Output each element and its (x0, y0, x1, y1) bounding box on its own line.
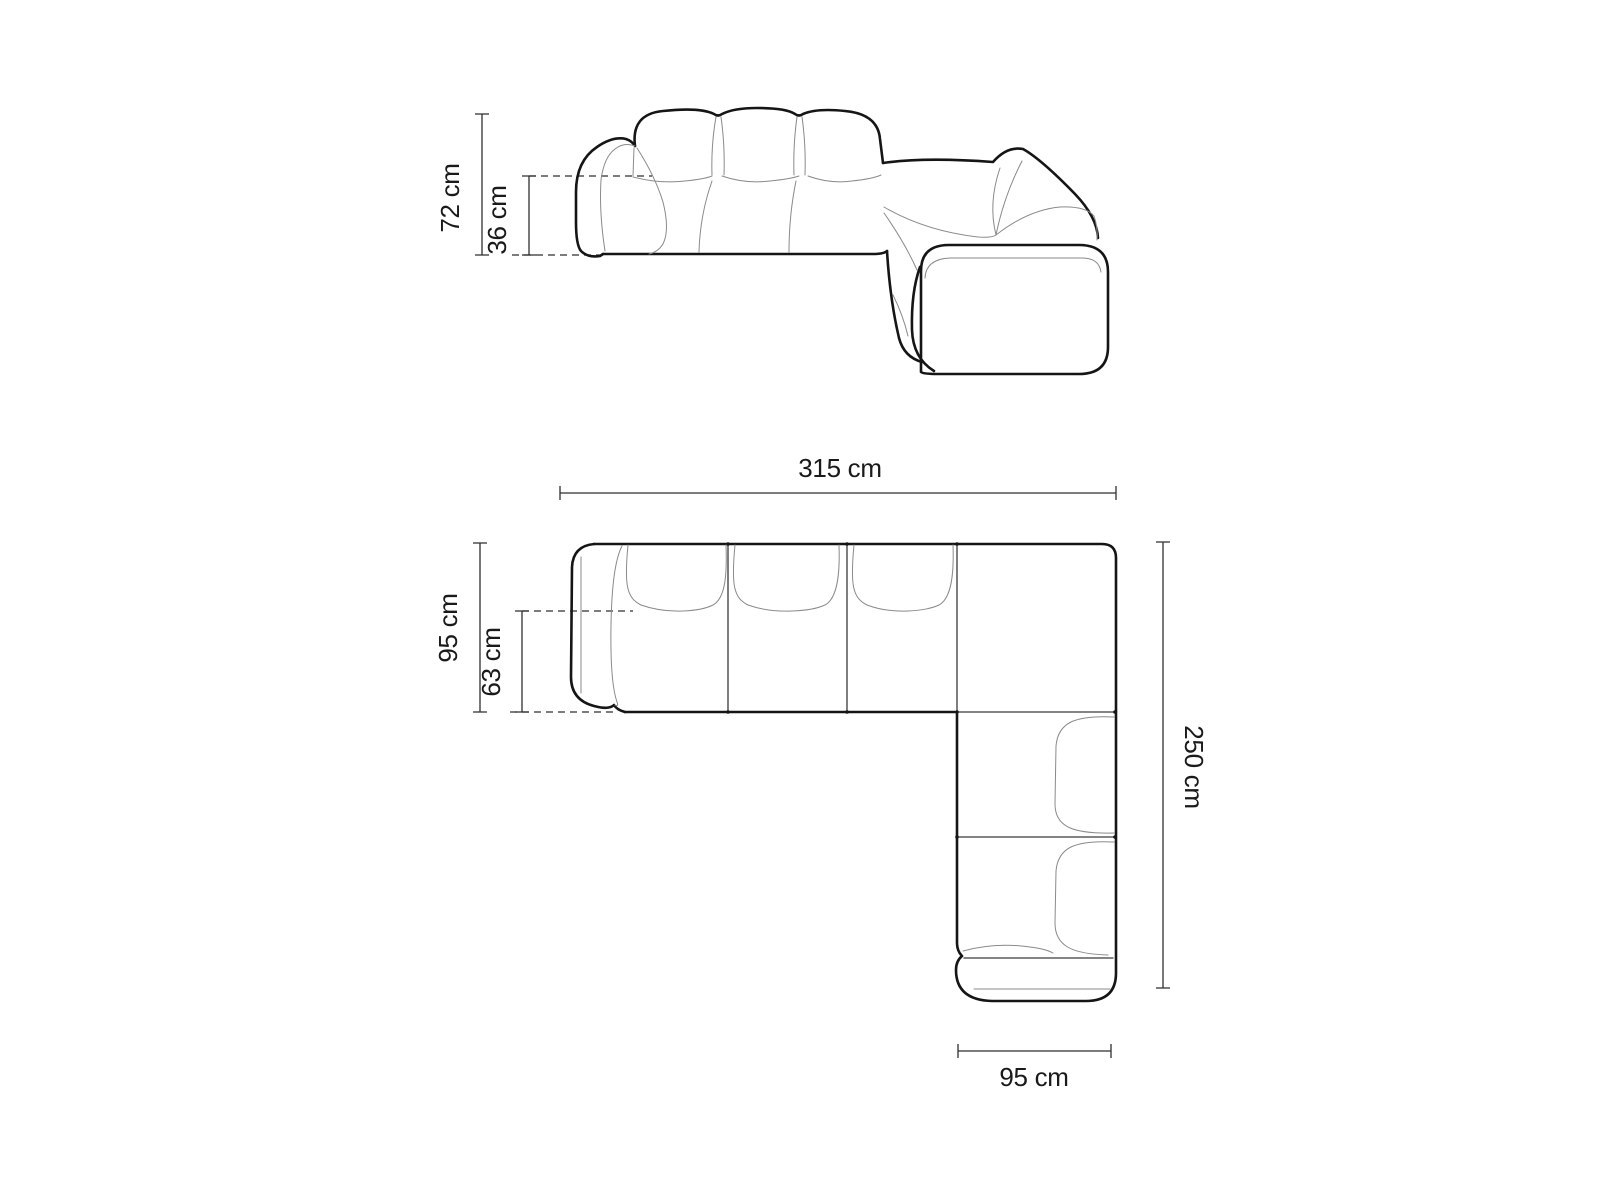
arm-inner-bulge (637, 148, 667, 254)
front-view (435, 108, 1108, 374)
corner-backrest-outline (883, 149, 1098, 238)
plan-chaise-width-dimension (958, 1044, 1111, 1092)
chaise-cushion (1055, 842, 1114, 955)
junction-dot (955, 710, 959, 714)
corner-seat-sweep (884, 207, 996, 237)
chaise-front-edge (887, 251, 922, 362)
plan-view-outline (571, 544, 1116, 1001)
plan-view (433, 453, 1209, 1092)
backrest-tuft-crease (794, 117, 805, 175)
body-outline (594, 544, 1116, 1001)
back-cushion (626, 545, 726, 611)
junction-dot (726, 542, 730, 546)
seat-tuft-crease (789, 181, 796, 252)
dimension-label: 315 cm (798, 453, 882, 483)
junction-dot (845, 542, 849, 546)
dimension-label: 250 cm (1179, 725, 1209, 809)
junction-dot (955, 542, 959, 546)
dimension-label: 72 cm (435, 163, 465, 233)
dimension-label: 63 cm (476, 627, 506, 697)
right-arm-front-face (921, 245, 1108, 374)
junction-dot (845, 710, 849, 714)
right-arm-crease (925, 258, 1101, 278)
junction-dot (955, 835, 959, 839)
dimension-label: 36 cm (482, 185, 512, 255)
junction-dot (1113, 835, 1117, 839)
back-cushion (733, 545, 839, 611)
seat-tuft-crease (699, 181, 712, 252)
arm-crease (601, 145, 636, 251)
left-arm-outline (571, 544, 625, 712)
corner-cushion-crease (993, 168, 1000, 235)
back-cushion (852, 545, 953, 611)
corner-cushion-crease (996, 161, 1022, 235)
arm-inner-edge (611, 546, 622, 706)
plan-seat-depth-dimension (476, 611, 633, 712)
backrest-tuft-crease (712, 117, 724, 175)
plan-total-width-dimension (560, 453, 1116, 500)
left-arm-outline (576, 138, 635, 256)
backrest-cushion-edge (633, 148, 634, 176)
plan-side-length-dimension (1156, 542, 1209, 988)
front-seat-height-dimension (482, 176, 652, 255)
backrest-cushion-bottoms (633, 175, 881, 182)
junction-dot (726, 710, 730, 714)
front-view-outline (576, 108, 1108, 374)
chaise-cushion (1055, 717, 1114, 833)
dimension-label: 95 cm (433, 593, 463, 663)
backrest-outline (635, 108, 883, 163)
corner-cushion-top (996, 207, 1094, 235)
seat-base-line (603, 251, 887, 254)
chaise-seat-front (963, 945, 1053, 953)
plan-view-divisions (726, 542, 1117, 958)
dimension-label: 95 cm (999, 1062, 1069, 1092)
front-total-height-dimension (435, 114, 489, 255)
junction-dot (1113, 710, 1117, 714)
right-arm-side-edge (912, 267, 934, 371)
